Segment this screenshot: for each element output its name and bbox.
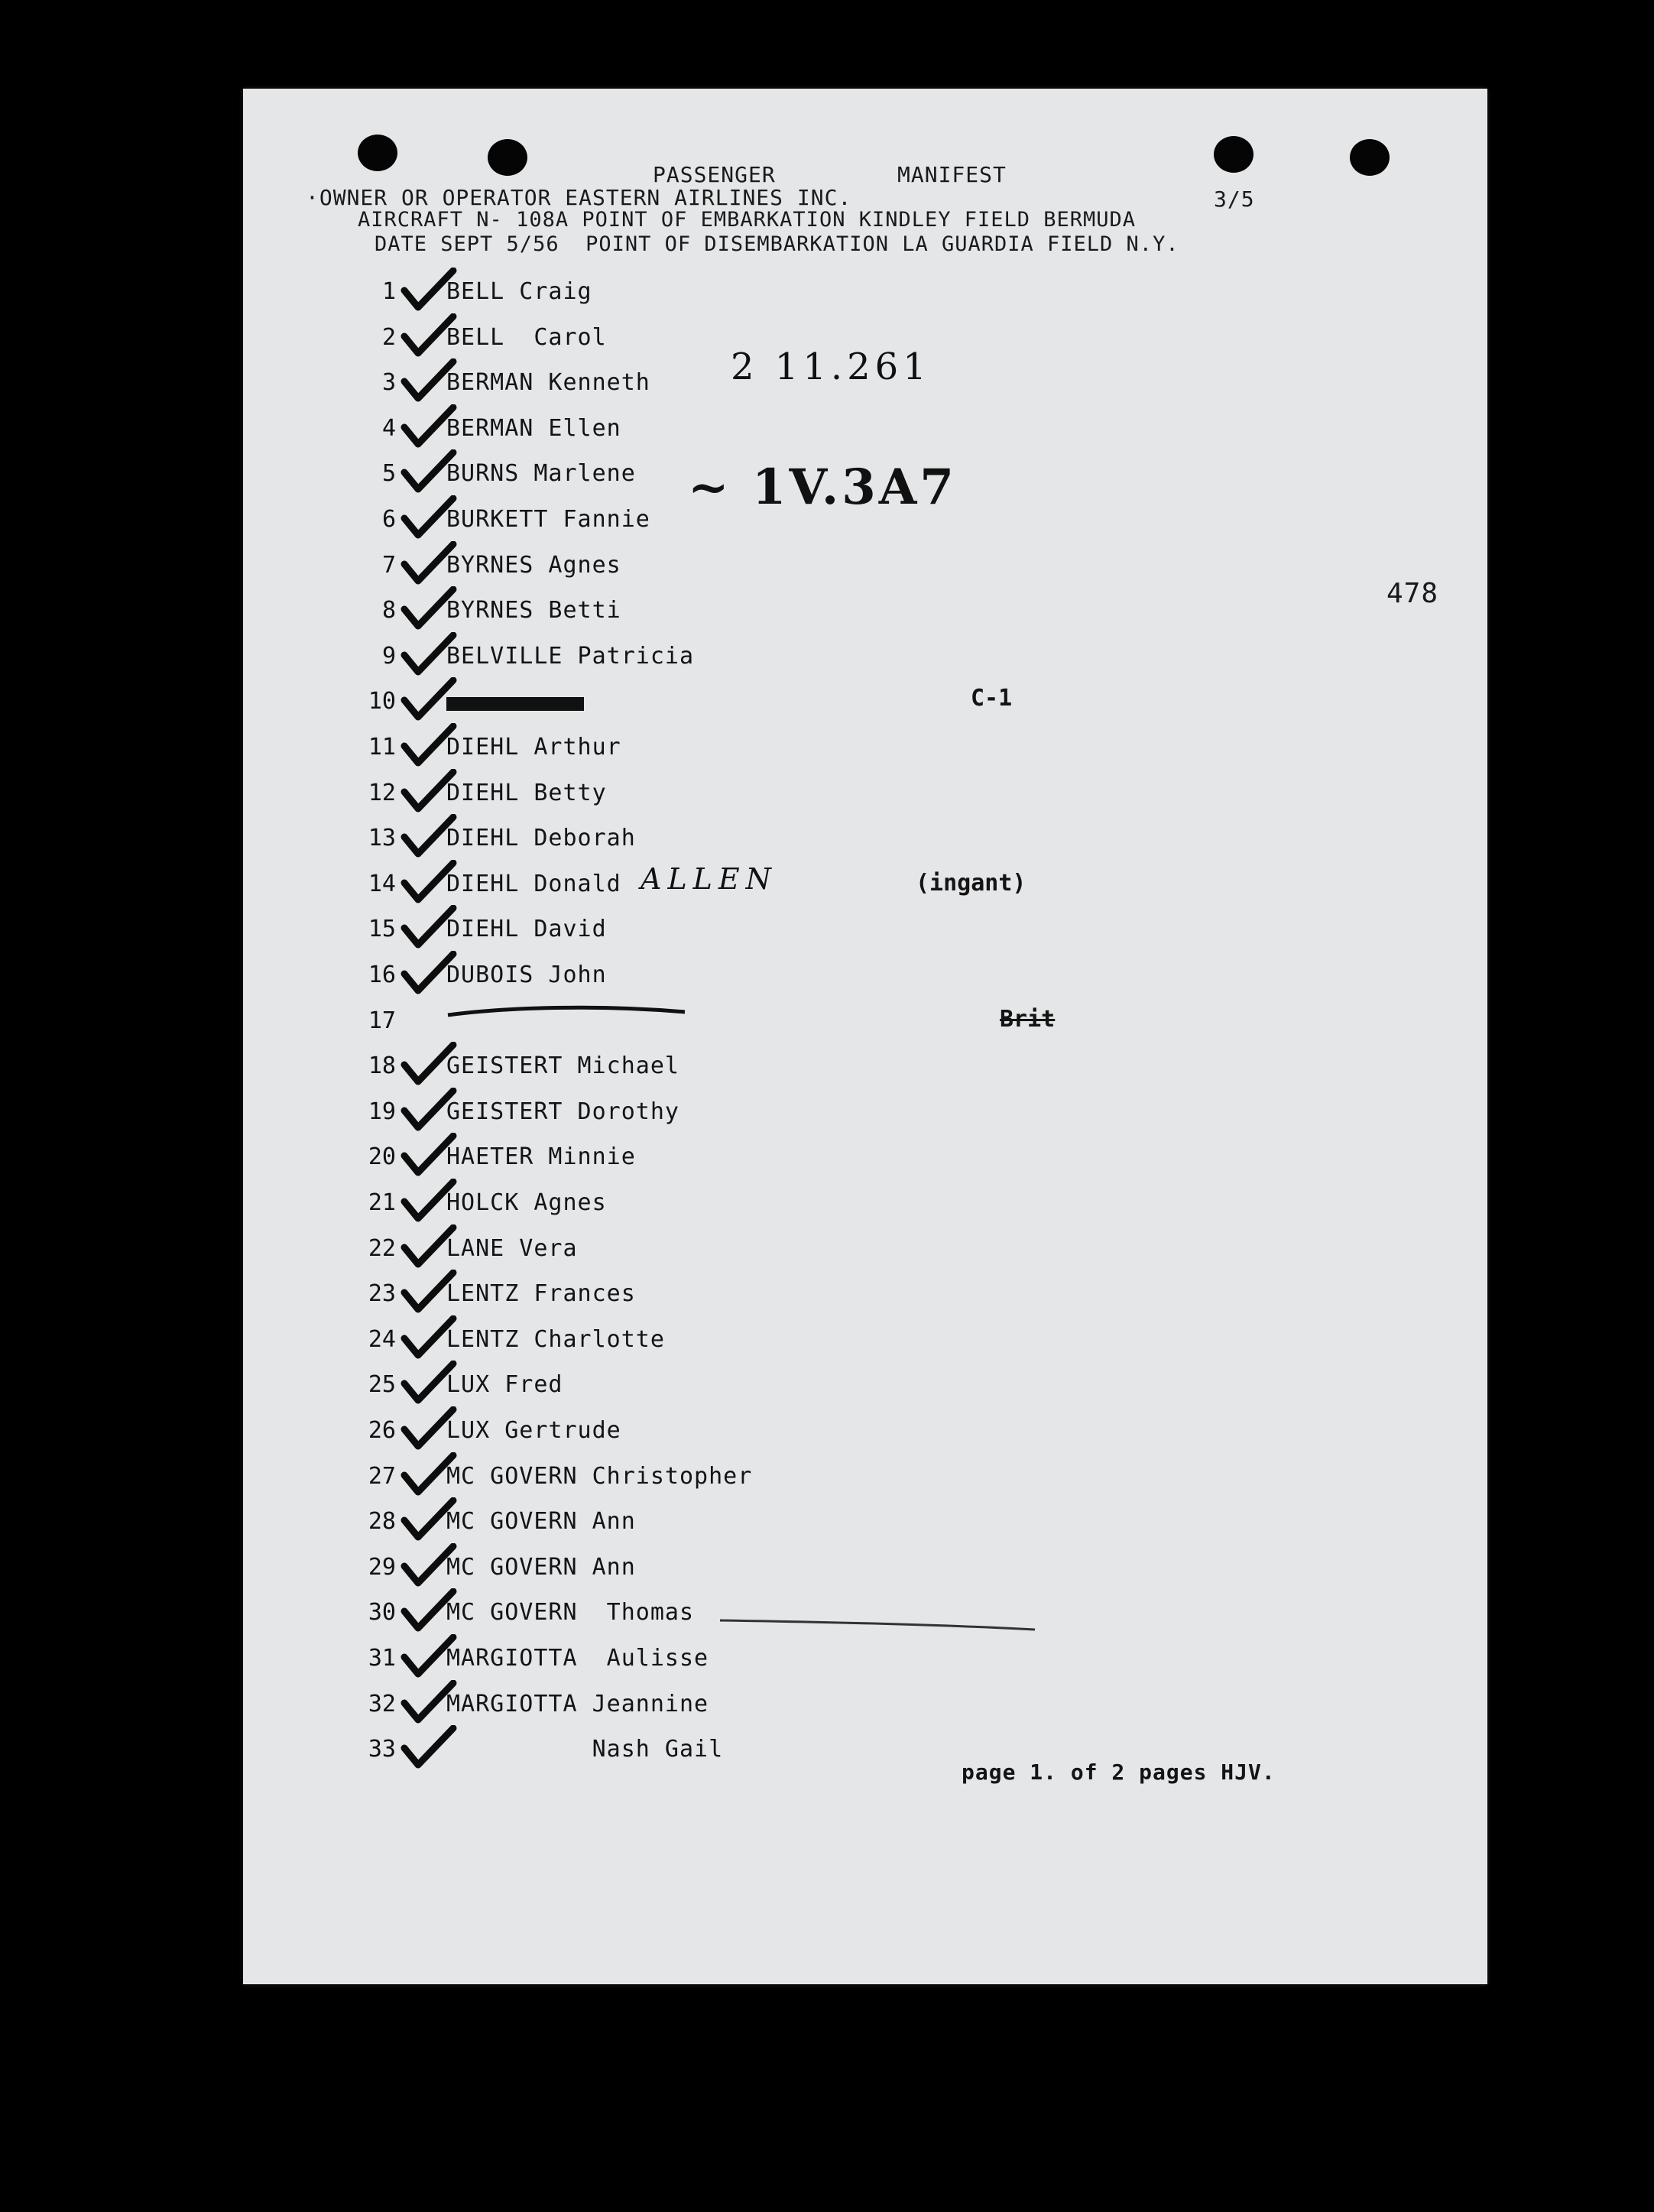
passenger-row xyxy=(243,780,1160,810)
passenger-name: DIEHL David xyxy=(446,916,607,942)
passenger-name: MC GOVERN Thomas xyxy=(446,1599,695,1626)
passenger-name: LENTZ Frances xyxy=(446,1280,636,1307)
passenger-row xyxy=(243,552,1160,582)
row-number: 29 xyxy=(368,1554,396,1581)
row-number: 31 xyxy=(368,1645,396,1672)
row-number: 33 xyxy=(368,1736,396,1763)
passenger-row xyxy=(243,1235,1160,1266)
row-number: 15 xyxy=(368,916,396,942)
row-number: 9 xyxy=(381,643,396,670)
passenger-row xyxy=(243,962,1160,992)
date-line: DATE SEPT 5/56 POINT OF DISEMBARKATION LA GUARDIA FIELD N.Y. xyxy=(375,232,1179,256)
row-number: 21 xyxy=(368,1189,396,1216)
aircraft-line: AIRCRAFT N- 108A POINT OF EMBARKATION KINDLEY FIELD BERMUDA xyxy=(358,208,1137,232)
handwritten-number-row3: 2 11.261 xyxy=(731,345,931,388)
row-number: 20 xyxy=(368,1143,396,1170)
row-number: 10 xyxy=(368,688,396,715)
row-number: 5 xyxy=(381,460,396,487)
strike-line-row30 xyxy=(718,1614,1039,1637)
passenger-name: LUX Fred xyxy=(446,1371,563,1398)
passenger-row xyxy=(243,369,1160,400)
passenger-row xyxy=(243,1554,1160,1584)
row-number: 30 xyxy=(368,1599,396,1626)
passenger-name: BURKETT Fannie xyxy=(446,506,650,533)
note-row10: C-1 xyxy=(971,685,1013,712)
passenger-name: BYRNES Agnes xyxy=(446,552,621,579)
passenger-row xyxy=(243,1326,1160,1357)
passenger-name: DUBOIS John xyxy=(446,962,607,988)
passenger-name: BERMAN Ellen xyxy=(446,415,621,442)
passenger-name: GEISTERT Michael xyxy=(446,1052,679,1079)
row-number: 8 xyxy=(381,597,396,624)
row-number: 7 xyxy=(381,552,396,579)
page-footer: page 1. of 2 pages HJV. xyxy=(962,1760,1276,1785)
passenger-name: HOLCK Agnes xyxy=(446,1189,607,1216)
passenger-name: MARGIOTTA Aulisse xyxy=(446,1645,709,1672)
manifest-page xyxy=(243,89,1487,1984)
passenger-row xyxy=(243,324,1160,355)
row-number: 6 xyxy=(381,506,396,533)
passenger-row xyxy=(243,1508,1160,1539)
row-number: 4 xyxy=(381,415,396,442)
row-number: 18 xyxy=(368,1052,396,1079)
passenger-name: MARGIOTTA Jeannine xyxy=(446,1691,709,1717)
passenger-row xyxy=(243,1371,1160,1402)
row-number: 14 xyxy=(368,871,396,897)
row-number: 1 xyxy=(381,278,396,305)
passenger-name: LENTZ Charlotte xyxy=(446,1326,665,1353)
note-row17: Brit xyxy=(1000,1006,1056,1033)
passenger-row xyxy=(243,1098,1160,1129)
passenger-name: BELL Carol xyxy=(446,324,607,351)
passenger-name: BELL Craig xyxy=(446,278,592,305)
passenger-name: BYRNES Betti xyxy=(446,597,621,624)
row-number: 27 xyxy=(368,1463,396,1490)
passenger-row xyxy=(243,1280,1160,1311)
passenger-row xyxy=(243,688,1160,718)
passenger-row xyxy=(243,643,1160,673)
passenger-row xyxy=(243,1052,1160,1083)
passenger-row xyxy=(243,1463,1160,1494)
handwritten-name-row14: ALLEN xyxy=(641,862,777,896)
row-number: 26 xyxy=(368,1417,396,1444)
passenger-name: HAETER Minnie xyxy=(446,1143,636,1170)
title-passenger: PASSENGER xyxy=(653,162,776,187)
handwritten-number-row5: ~ 1V.3A7 xyxy=(688,459,957,516)
passenger-name: GEISTERT Dorothy xyxy=(446,1098,679,1125)
passenger-name: MC GOVERN Ann xyxy=(446,1554,636,1581)
passenger-name: MC GOVERN Christopher xyxy=(446,1463,753,1490)
passenger-name: DIEHL Betty xyxy=(446,780,607,806)
passenger-name: Nash Gail xyxy=(446,1736,724,1763)
row-number: 22 xyxy=(368,1235,396,1262)
row-number: 16 xyxy=(368,962,396,988)
row-number: 11 xyxy=(368,734,396,761)
passenger-name: LANE Vera xyxy=(446,1235,578,1262)
punch-hole xyxy=(358,135,397,171)
row-number: 17 xyxy=(368,1007,396,1034)
owner-line: ·OWNER OR OPERATOR EASTERN AIRLINES INC. xyxy=(306,185,852,210)
punch-hole xyxy=(488,139,527,176)
passenger-row xyxy=(243,825,1160,855)
strike-line-row17 xyxy=(445,1001,689,1024)
row-number: 28 xyxy=(368,1508,396,1535)
redacted-name-row10 xyxy=(446,697,584,711)
passenger-row xyxy=(243,1691,1160,1721)
passenger-name: DIEHL Donald xyxy=(446,871,621,897)
passenger-name: BURNS Marlene xyxy=(446,460,636,487)
row-number: 24 xyxy=(368,1326,396,1353)
passenger-row xyxy=(243,1143,1160,1174)
passenger-row xyxy=(243,415,1160,446)
row-number: 13 xyxy=(368,825,396,851)
passenger-row xyxy=(243,1189,1160,1220)
passenger-row xyxy=(243,1645,1160,1675)
flight-ref: 3/5 xyxy=(1214,186,1255,212)
passenger-row xyxy=(243,597,1160,628)
side-number: 478 xyxy=(1386,578,1439,609)
passenger-row xyxy=(243,734,1160,764)
row-number: 19 xyxy=(368,1098,396,1125)
passenger-name: BERMAN Kenneth xyxy=(446,369,650,396)
passenger-name: MC GOVERN Ann xyxy=(446,1508,636,1535)
row-number: 3 xyxy=(381,369,396,396)
passenger-name: BELVILLE Patricia xyxy=(446,643,695,670)
punch-hole xyxy=(1350,139,1390,176)
passenger-name: LUX Gertrude xyxy=(446,1417,621,1444)
row-number: 12 xyxy=(368,780,396,806)
passenger-row xyxy=(243,1417,1160,1448)
passenger-name: DIEHL Arthur xyxy=(446,734,621,761)
row-number: 2 xyxy=(381,324,396,351)
title-manifest: MANIFEST xyxy=(897,162,1007,187)
punch-hole xyxy=(1214,136,1253,173)
row-number: 23 xyxy=(368,1280,396,1307)
row-number: 32 xyxy=(368,1691,396,1717)
passenger-row xyxy=(243,916,1160,946)
row-number: 25 xyxy=(368,1371,396,1398)
note-row14: (ingant) xyxy=(916,870,1026,897)
passenger-name: DIEHL Deborah xyxy=(446,825,636,851)
passenger-row xyxy=(243,278,1160,309)
